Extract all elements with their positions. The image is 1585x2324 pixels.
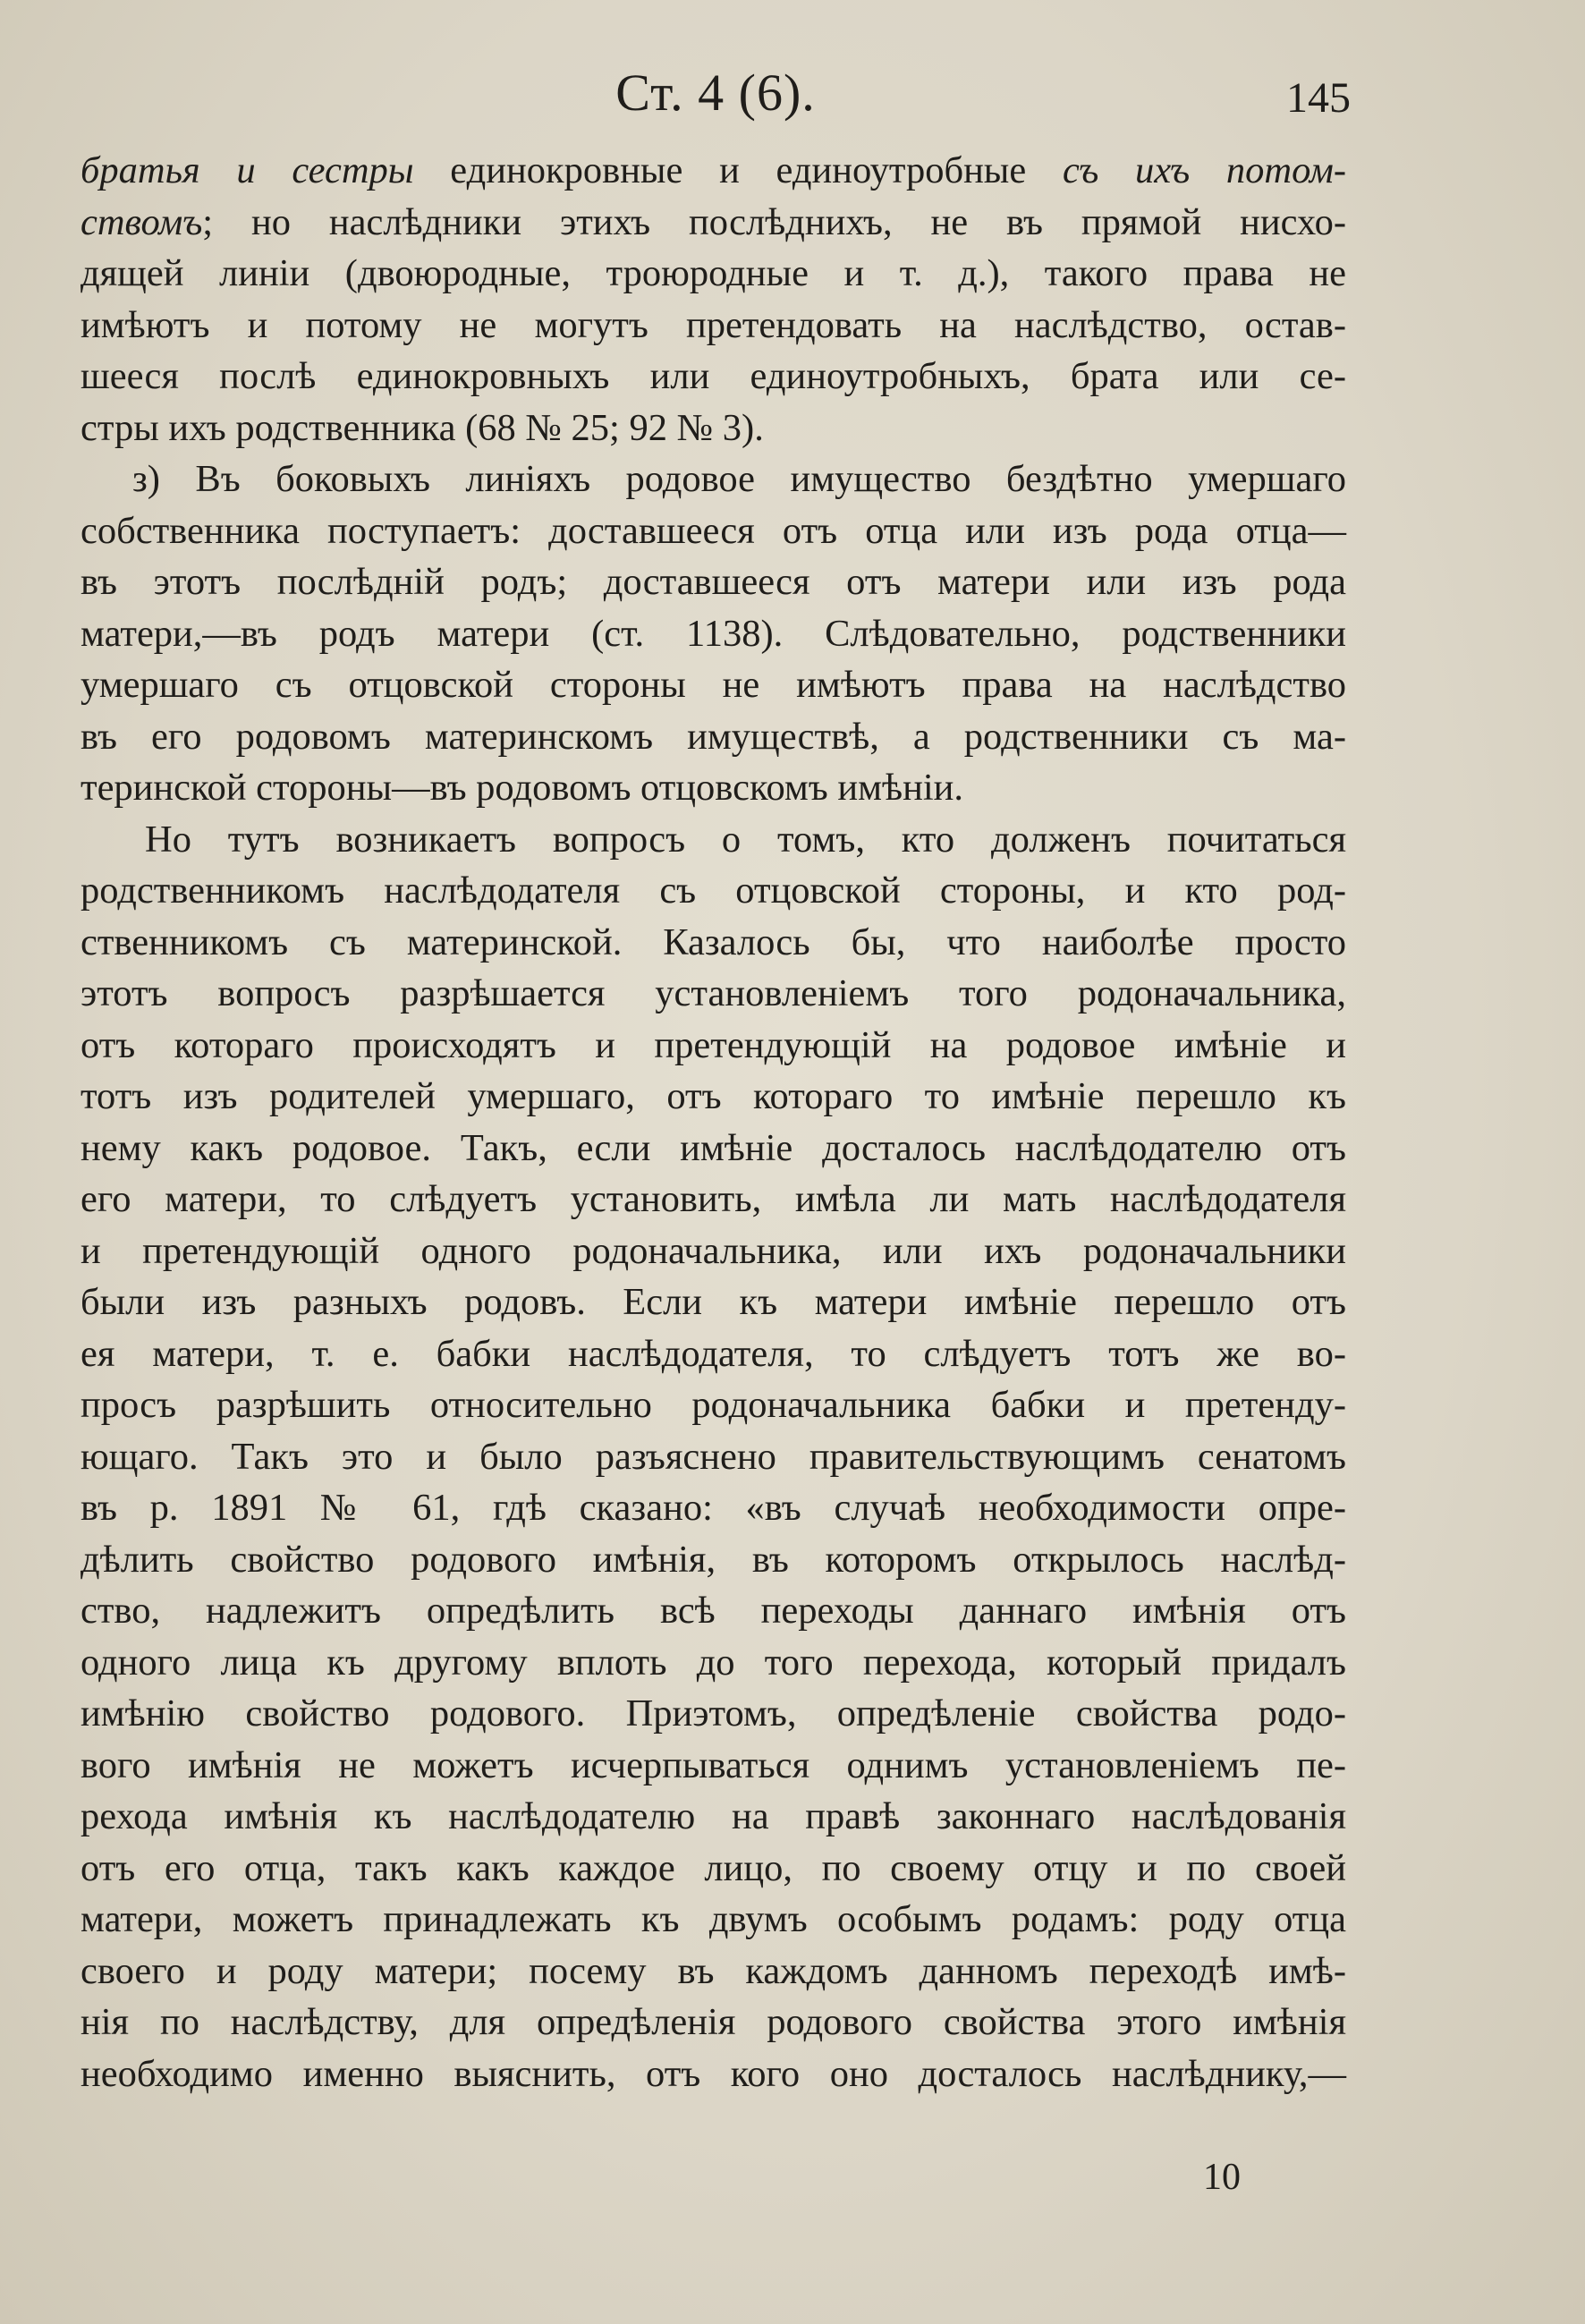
text-line [81, 762, 1346, 814]
text-line [81, 1482, 1346, 1534]
text-segment: родственникомъ наслѣдодателя съ отцовской стороны, и кто род- [81, 869, 1346, 912]
text-line [81, 1174, 1346, 1226]
text-segment: шееся послѣ единокровныхъ или единоутробныхъ, брата или се- [81, 355, 1346, 397]
text-segment: этотъ вопросъ разрѣшается установленіемъ того родоначальника, [81, 972, 1346, 1014]
text-segment: дящей линіи (двоюродные, троюродные и т. д.), такого права не [81, 252, 1346, 294]
body-text [81, 145, 1346, 2099]
paragraph [81, 145, 1346, 454]
page-header [81, 63, 1351, 125]
text-segment: отъ котораго происходятъ и претендующій на родовое имѣніе и [81, 1023, 1346, 1066]
text-line [81, 917, 1346, 969]
text-line [81, 1071, 1346, 1123]
text-segment: Но тутъ возникаетъ вопросъ о томъ, кто долженъ почитаться [145, 818, 1346, 861]
text-segment: умершаго съ отцовской стороны не имѣютъ права на наслѣдство [81, 664, 1346, 706]
text-line [81, 2048, 1346, 2100]
text-segment: нему какъ родовое. Такъ, если имѣніе досталось наслѣдодателю отъ [81, 1126, 1346, 1169]
text-line [81, 1123, 1346, 1175]
text-segment: просъ разрѣшить относительно родоначальника бабки и претенду- [81, 1384, 1346, 1426]
text-line [81, 300, 1346, 352]
text-segment: ство, надлежитъ опредѣлить всѣ переходы даннаго имѣнія отъ [81, 1590, 1346, 1632]
text-segment: были изъ разныхъ родовъ. Если къ матери имѣніе перешло отъ [81, 1281, 1346, 1323]
text-line [81, 1277, 1346, 1328]
text-line [81, 608, 1346, 660]
text-line [81, 1226, 1346, 1277]
paragraph [81, 814, 1346, 2100]
text-line [81, 197, 1346, 249]
text-segment: собственника поступаетъ: доставшееся отъ отца или изъ рода отца— [81, 509, 1346, 552]
text-segment: тотъ изъ родителей умершаго, отъ котораго то имѣніе перешло къ [81, 1075, 1346, 1117]
text-line [81, 1791, 1346, 1843]
text-segment: матери,—въ родъ матери (ст. 1138). Слѣдовательно, родственники [81, 612, 1346, 655]
text-line [81, 1020, 1346, 1072]
text-line [81, 351, 1346, 403]
text-segment: имѣнію свойство родового. Приэтомъ, опредѣленіе свойства родо- [81, 1692, 1346, 1735]
text-line [81, 1946, 1346, 1997]
text-line [81, 1379, 1346, 1431]
page-number: 145 [1286, 74, 1351, 122]
text-line [81, 1997, 1346, 2048]
text-segment: рехода имѣнія къ наслѣдодателю на правѣ законнаго наслѣдованія [81, 1795, 1346, 1837]
text-line [81, 968, 1346, 1020]
text-line [81, 505, 1346, 557]
text-segment: вого имѣнія не можетъ исчерпываться однимъ установленіемъ пе- [81, 1743, 1346, 1786]
text-line [81, 403, 1346, 454]
paragraph [81, 454, 1346, 814]
text-segment: теринской стороны—въ родовомъ отцовскомъ имѣніи. [81, 767, 964, 809]
text-line [81, 1894, 1346, 1946]
signature-mark: 10 [1203, 2157, 1241, 2198]
text-segment: единокровные и единоутробные [413, 149, 1063, 191]
text-segment: его матери, то слѣдуетъ установить, имѣла ли мать наслѣдодателя [81, 1178, 1346, 1220]
text-line [81, 659, 1346, 711]
text-segment: въ его родовомъ материнскомъ имуществѣ, а родственники съ ма- [81, 715, 1346, 758]
text-segment: ственникомъ съ материнской. Казалось бы, что наиболѣе просто [81, 920, 1346, 963]
text-segment: нія по наслѣдству, для опредѣленія родового свойства этого имѣнія [81, 2001, 1346, 2043]
italic-text: съ ихъ потом- [1062, 149, 1347, 191]
text-line [81, 1534, 1346, 1586]
running-head: Ст. 4 (6). [615, 64, 816, 122]
text-segment: ющаго. Такъ это и было разъяснено правительствующимъ сенатомъ [81, 1435, 1346, 1478]
text-line [81, 1585, 1346, 1637]
text-line [81, 865, 1346, 917]
text-segment: матери, можетъ принадлежать къ двумъ особымъ родамъ: роду отца [81, 1898, 1346, 1940]
text-line [81, 454, 1346, 505]
text-segment: дѣлить свойство родового имѣнія, въ которомъ открылось наслѣд- [81, 1538, 1346, 1581]
text-segment: з) Въ боковыхъ линіяхъ родовое имущество бездѣтно умершаго [132, 458, 1346, 500]
text-segment: одного лица къ другому вплоть до того перехода, который придалъ [81, 1641, 1346, 1684]
text-line [81, 1688, 1346, 1740]
text-line [81, 1740, 1346, 1792]
italic-text: ствомъ [81, 200, 203, 243]
text-segment: стры ихъ родственника (68 № 25; 92 № 3). [81, 406, 764, 449]
text-line [81, 814, 1346, 866]
text-segment: и претендующій одного родоначальника, или ихъ родоначальники [81, 1229, 1346, 1272]
text-segment: своего и роду матери; посему въ каждомъ данномъ переходѣ имѣ- [81, 1949, 1346, 1992]
text-line [81, 556, 1346, 608]
text-line [81, 145, 1346, 197]
text-segment: въ р. 1891 № 61, гдѣ сказано: «въ случаѣ необходимости опре- [81, 1487, 1346, 1529]
text-segment: необходимо именно выяснить, отъ кого оно досталось наслѣднику,— [81, 2052, 1346, 2095]
text-line [81, 248, 1346, 300]
text-line [81, 1431, 1346, 1483]
text-segment: отъ его отца, такъ какъ каждое лицо, по своему отцу и по своей [81, 1846, 1346, 1889]
text-line [81, 1637, 1346, 1689]
text-segment: въ этотъ послѣдній родъ; доставшееся отъ матери или изъ рода [81, 561, 1346, 603]
text-segment: имѣютъ и потому не могутъ претендовать на наслѣдство, остав- [81, 303, 1346, 346]
italic-text: братья и сестры [81, 149, 414, 191]
text-line [81, 1843, 1346, 1895]
text-line [81, 1328, 1346, 1380]
text-line [81, 711, 1346, 763]
text-segment: ; но наслѣдники этихъ послѣднихъ, не въ прямой нисхо- [202, 200, 1346, 243]
text-segment: ея матери, т. е. бабки наслѣдодателя, то слѣдуетъ тотъ же во- [81, 1332, 1346, 1375]
